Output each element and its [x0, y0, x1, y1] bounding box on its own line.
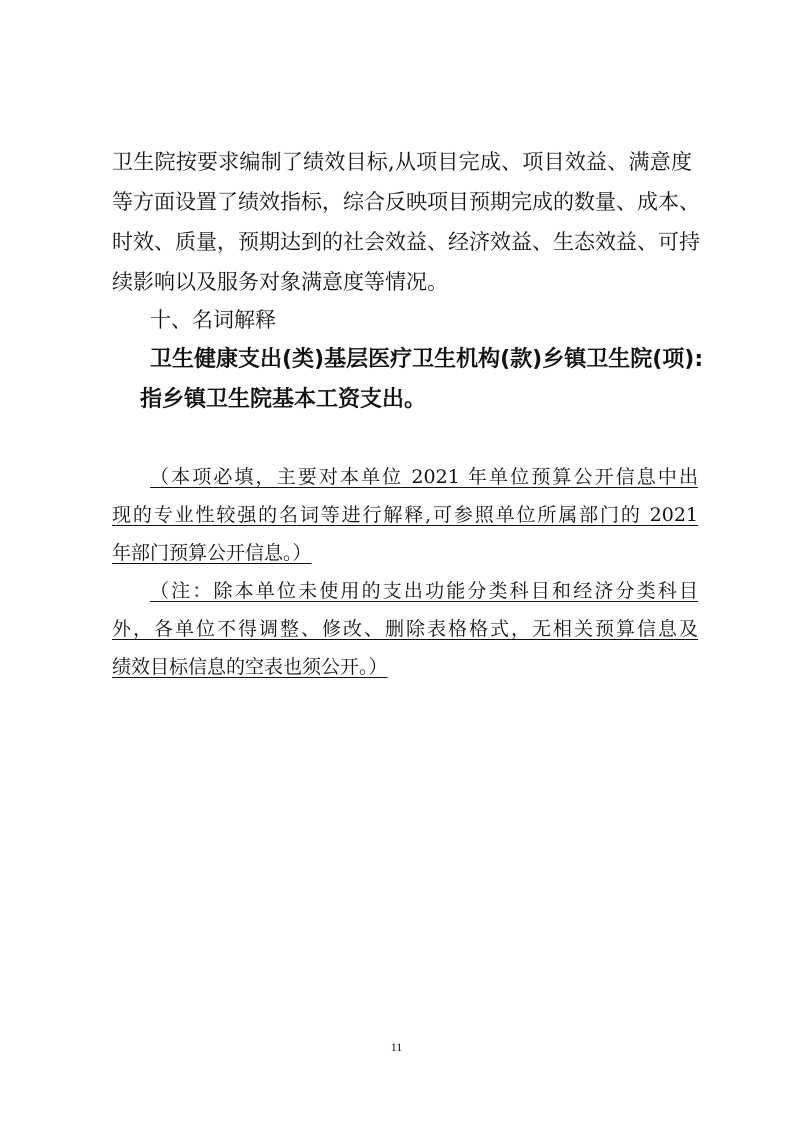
definition-line: 指乡镇卫生院基本工资支出。	[140, 387, 427, 412]
body-text-line: 续影响以及服务对象满意度等情况。	[112, 270, 448, 294]
page-number: 11	[390, 1040, 403, 1054]
note-line: （注：除本单位未使用的支出功能分类科目和经济分类科目	[150, 580, 698, 602]
definition-line: 卫生健康支出(类)基层医疗卫生机构(款)乡镇卫生院(项):	[150, 347, 704, 372]
body-text-line: 等方面设置了绩效指标，综合反映项目预期完成的数量、成本、	[112, 190, 700, 214]
body-text-line: 时效、质量，预期达到的社会效益、经济效益、生态效益、可持	[112, 230, 700, 254]
note-line: 现的专业性较强的名词等进行解释,可参照单位所属部门的 2021	[112, 504, 698, 526]
section-heading: 十、名词解释	[150, 308, 276, 332]
note-line: （本项必填，主要对本单位 2021 年单位预算公开信息中出	[150, 466, 698, 488]
note-line: 年部门预算公开信息。）	[112, 542, 312, 564]
note-line: 外，各单位不得调整、修改、删除表格格式，无相关预算信息及	[112, 618, 698, 640]
body-text-line: 卫生院按要求编制了绩效目标,从项目完成、项目效益、满意度	[112, 150, 692, 174]
note-line: 绩效目标信息的空表也须公开。）	[112, 656, 388, 678]
